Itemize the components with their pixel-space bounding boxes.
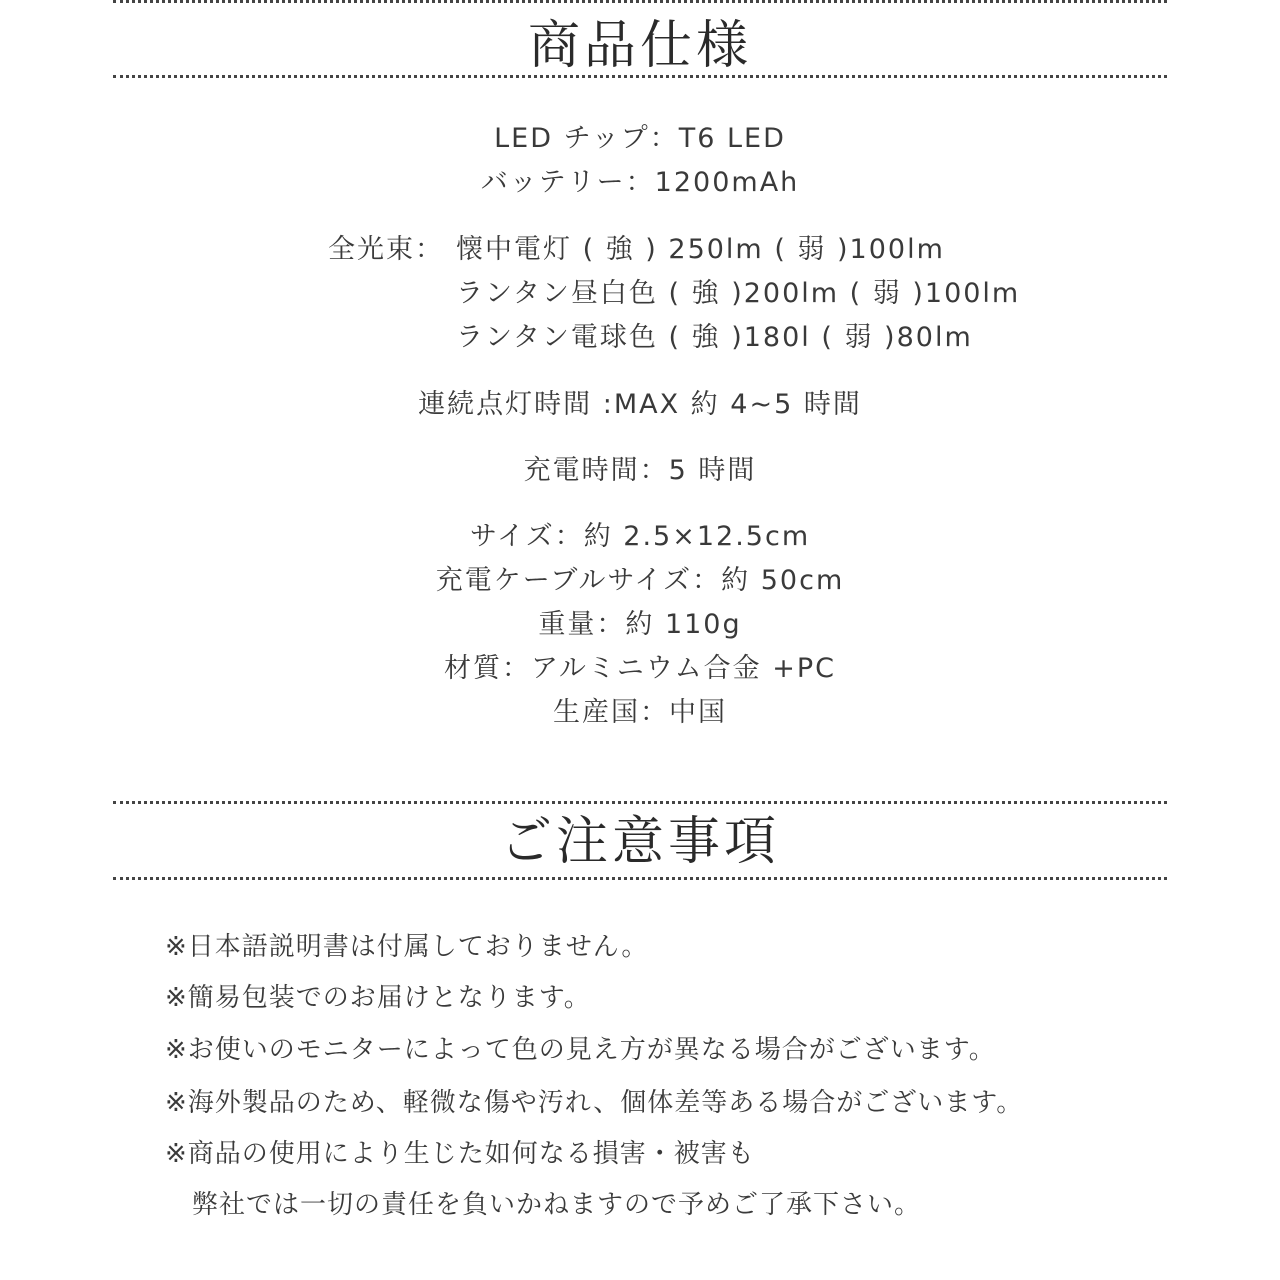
top-dotted-divider [113,0,1167,3]
note-item-continuation: 弊社では一切の責任を負いかねますので予めご了承下さい。 [165,1190,922,1220]
spec-runtime: 連続点灯時間 :MAX 約 4~5 時間 [418,389,862,420]
spec-battery: バッテリー：1200mAh [480,167,800,198]
spec-cable-size: 充電ケーブルサイズ：約 50cm [435,565,845,596]
spec-origin: 生産国：中国 [553,697,727,728]
spec-led-chip: LED チップ：T6 LED [494,123,786,154]
notes-title: ご注意事項 [499,812,780,872]
note-item: ※日本語説明書は付属しておりません。 [165,932,649,962]
note-item: ※お使いのモニターによって色の見え方が異なる場合がございます。 [165,1035,996,1065]
spec-charge-time: 充電時間：5 時間 [523,455,757,486]
note-item: ※海外製品のため、軽微な傷や汚れ、個体差等ある場合がございます。 [165,1088,1024,1118]
notes-title-overline [113,801,1167,804]
specs-title-underline [113,75,1167,78]
spec-luminous-flux-line1: 懐中電灯 ( 強 ) 250lm ( 弱 )100lm [456,234,945,265]
spec-luminous-flux-line2: ランタン昼白色 ( 強 )200lm ( 弱 )100lm [456,278,1021,309]
notes-title-underline [113,877,1167,880]
specs-title: 商品仕様 [527,16,752,76]
spec-luminous-flux-label: 全光束： [328,234,444,265]
spec-size: サイズ：約 2.5×12.5cm [469,521,811,552]
spec-luminous-flux-line3: ランタン電球色 ( 強 )180l ( 弱 )80lm [456,322,973,353]
note-item: ※商品の使用により生じた如何なる損害・被害も [165,1139,755,1169]
note-item: ※簡易包装でのお届けとなります。 [165,983,591,1013]
spec-material: 材質：アルミニウム合金 +PC [444,653,836,684]
spec-weight: 重量：約 110g [538,609,742,640]
